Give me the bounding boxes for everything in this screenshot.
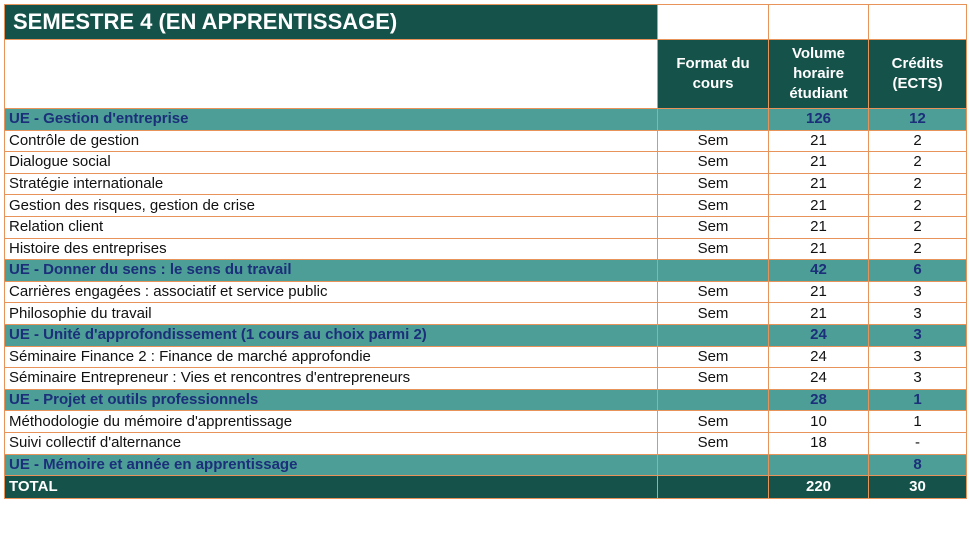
title-blank-cell [769,5,869,40]
row-format-cell: Sem [658,303,769,325]
row-volume-cell: 21 [769,238,869,260]
ue-row [5,260,967,282]
row-credits-cell: 3 [869,303,967,325]
row-credits-cell: 2 [869,216,967,238]
semester-table [4,4,967,499]
row-format-cell [658,109,769,131]
row-volume-cell: 21 [769,130,869,152]
row-format-cell: Sem [658,173,769,195]
row-credits-cell: 2 [869,173,967,195]
course-row [5,368,967,390]
row-credits-cell: 3 [869,324,967,346]
row-name-cell: Carrières engagées : associatif et service public [5,281,658,303]
row-volume-cell: 24 [769,368,869,390]
total-label: TOTAL [5,476,658,499]
course-row [5,303,967,325]
row-credits-cell: 1 [869,389,967,411]
header-format: Format du cours [658,40,769,109]
row-format-cell: Sem [658,432,769,454]
header-blank-cell [5,40,658,109]
row-format-cell: Sem [658,368,769,390]
row-name-cell: UE - Gestion d'entreprise [5,109,658,131]
ue-row [5,324,967,346]
row-volume-cell: 10 [769,411,869,433]
row-name-cell: Dialogue social [5,152,658,174]
row-volume-cell: 21 [769,303,869,325]
row-volume-cell: 21 [769,173,869,195]
row-format-cell: Sem [658,130,769,152]
row-volume-cell: 24 [769,346,869,368]
total-volume: 220 [769,476,869,499]
row-credits-cell: 2 [869,130,967,152]
row-volume-cell: 28 [769,389,869,411]
course-row [5,152,967,174]
row-credits-cell: 12 [869,109,967,131]
course-row [5,281,967,303]
row-name-cell: Relation client [5,216,658,238]
row-volume-cell: 21 [769,216,869,238]
row-format-cell [658,260,769,282]
row-format-cell: Sem [658,195,769,217]
row-name-cell: Séminaire Finance 2 : Finance de marché approfondie [5,346,658,368]
row-format-cell: Sem [658,411,769,433]
row-volume-cell: 126 [769,109,869,131]
row-name-cell: Contrôle de gestion [5,130,658,152]
semester-title: SEMESTRE 4 (EN APPRENTISSAGE) [5,5,658,40]
row-credits-cell: 2 [869,195,967,217]
title-blank-cell [869,5,967,40]
row-credits-cell: 3 [869,346,967,368]
row-credits-cell: - [869,432,967,454]
ue-row [5,389,967,411]
row-credits-cell: 1 [869,411,967,433]
row-format-cell [658,324,769,346]
course-row [5,432,967,454]
row-volume-cell: 21 [769,152,869,174]
course-row [5,216,967,238]
row-volume-cell [769,454,869,476]
row-format-cell [658,389,769,411]
row-volume-cell: 18 [769,432,869,454]
header-volume: Volume horaire étudiant [769,40,869,109]
title-row [5,5,967,40]
row-format-cell: Sem [658,152,769,174]
row-credits-cell: 2 [869,238,967,260]
row-format-cell: Sem [658,346,769,368]
row-format-cell: Sem [658,238,769,260]
row-name-cell: Histoire des entreprises [5,238,658,260]
course-row [5,195,967,217]
row-volume-cell: 21 [769,281,869,303]
row-name-cell: UE - Donner du sens : le sens du travail [5,260,658,282]
course-row [5,238,967,260]
row-name-cell: Méthodologie du mémoire d'apprentissage [5,411,658,433]
row-credits-cell: 2 [869,152,967,174]
row-format-cell: Sem [658,281,769,303]
row-name-cell: UE - Projet et outils professionnels [5,389,658,411]
course-row [5,346,967,368]
row-credits-cell: 6 [869,260,967,282]
row-credits-cell: 8 [869,454,967,476]
course-row [5,130,967,152]
row-volume-cell: 21 [769,195,869,217]
row-format-cell: Sem [658,216,769,238]
row-credits-cell: 3 [869,281,967,303]
row-credits-cell: 3 [869,368,967,390]
course-row [5,173,967,195]
row-name-cell: UE - Mémoire et année en apprentissage [5,454,658,476]
course-row [5,411,967,433]
title-blank-cell [658,5,769,40]
ue-row [5,454,967,476]
row-name-cell: Philosophie du travail [5,303,658,325]
row-format-cell [658,454,769,476]
row-name-cell: Séminaire Entrepreneur : Vies et rencontres d'entrepreneurs [5,368,658,390]
total-format-cell [658,476,769,499]
row-name-cell: Stratégie internationale [5,173,658,195]
row-name-cell: Gestion des risques, gestion de crise [5,195,658,217]
total-credits: 30 [869,476,967,499]
row-volume-cell: 42 [769,260,869,282]
header-credits: Crédits (ECTS) [869,40,967,109]
total-row [5,476,967,499]
row-name-cell: Suivi collectif d'alternance [5,432,658,454]
row-volume-cell: 24 [769,324,869,346]
header-row [5,40,967,109]
row-name-cell: UE - Unité d'approfondissement (1 cours au choix parmi 2) [5,324,658,346]
ue-row [5,109,967,131]
